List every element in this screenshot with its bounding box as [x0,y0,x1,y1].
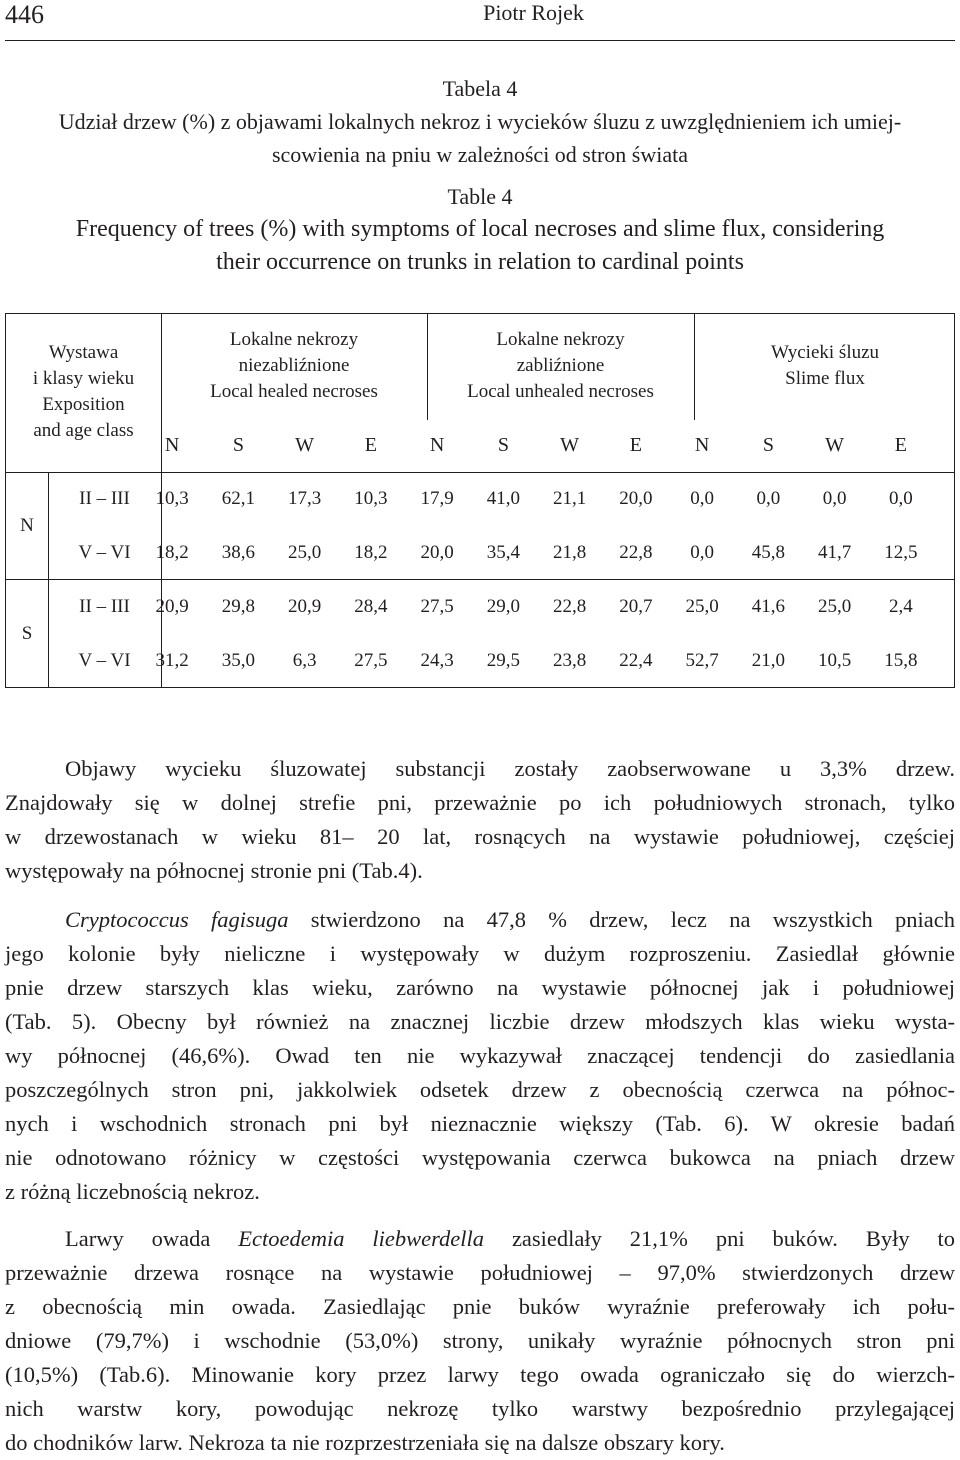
table-cell: 18,2 [354,542,388,563]
direction-header: E [894,434,907,456]
table-cell: 41,0 [486,488,520,509]
table-cell: 0,0 [690,542,714,563]
age-class-label: II – III [79,596,130,617]
direction-header: S [762,434,774,456]
age-class-label: V – VI [78,650,131,671]
direction-header: N [694,434,710,456]
table-cell: 20,9 [288,596,322,617]
direction-header: N [429,434,445,456]
header-rule [5,40,955,41]
table-cell: 27,5 [420,596,454,617]
text-line: nich warstw kory, powodując nekrozę tylko warstwy bezpośrednio przylegającej [5,1396,955,1421]
table-cell: 35,0 [221,650,255,671]
table-cell: 41,7 [818,542,852,563]
table-cell: 0,0 [756,488,781,509]
text-line: z różną liczebnością nekroz. [5,1179,260,1204]
text-line [5,1222,955,1256]
table-cell: 6,3 [292,650,317,671]
table-cell: 28,4 [354,596,388,617]
header-line: Local healed necroses [210,381,378,402]
direction-header: E [629,434,642,456]
table-cell: 38,6 [221,542,255,563]
text-line: jego kolonie były nieliczne i występowały w dużym rozproszeniu. Zasiedlał głównie [5,941,955,966]
text-line: wy północnej (46,6%). Owad ten nie wykazywał znaczącej tendencji do zasiedlania [5,1043,955,1068]
header-line: zabliźnione [516,355,605,376]
table-cell: 31,2 [155,650,189,671]
table-cell: 29,5 [486,650,520,671]
table-cell: 0,0 [889,488,913,509]
direction-header: S [497,434,509,456]
text-line: do chodników larw. Nekroza ta nie rozprzestrzeniała się na dalsze obszary kory. [5,1430,725,1455]
caption-label-en: Table 4 [447,184,513,209]
direction-header: E [364,434,377,456]
caption-line-pl-1: Udział drzew (%) z objawami lokalnych nekroz i wycieków śluzu z uwzględnieniem ich umiej- [58,109,902,134]
direction-header: S [232,434,244,456]
table-cell: 29,8 [221,596,255,617]
page-number: 446 [5,0,44,29]
text-line: w drzewostanach w wieku 81– 20 lat, rosnących na wystawie południowej, częściej [5,824,955,849]
table-cell: 22,8 [553,596,587,617]
direction-header: W [295,434,315,456]
group-header-healed [161,327,427,405]
table-cell: 23,8 [553,650,587,671]
direction-header: W [825,434,845,456]
text-line: Objawy wycieku śluzowatej substancji zostały zaobserwowane u 3,3% drzew. [65,756,955,781]
table-cell: 10,3 [354,488,388,509]
data-table [5,313,955,688]
header-line: i klasy wieku [32,368,135,389]
table-cell: 0,0 [690,488,714,509]
table-cell: 10,5 [818,650,852,671]
table-cell: 25,0 [685,596,719,617]
table-cell: 17,3 [288,488,322,509]
table-cell: 12,5 [884,542,918,563]
table-hline [6,579,954,580]
table-hline [6,472,954,473]
header-line: and age class [33,420,134,441]
running-header [0,0,960,44]
text-line: Znajdowały się w dolnej strefie pni, przeważnie po ich południowych stronach, tylko [5,790,955,815]
table-caption-polish [0,72,960,171]
table-cell: 25,0 [818,596,852,617]
text-line: dniowe (79,7%) i wschodnie (53,0%) strony, unikały wyraźnie północnych stron pni [5,1328,955,1353]
direction-header: N [164,434,180,456]
paragraph-1 [5,752,955,888]
direction-header: W [560,434,580,456]
table-cell: 20,0 [619,488,653,509]
text-line: (Tab. 5). Obecny był również na znacznej liczbie drzew młodszych klas wieku wysta- [5,1009,955,1034]
group-header-unhealed [427,327,694,405]
table-cell: 18,2 [155,542,189,563]
group-header-slime-flux [694,340,956,392]
text-line: występowały na północnej stronie pni (Tab.4). [5,858,423,883]
caption-line-en-1: Frequency of trees (%) with symptoms of local necroses and slime flux, considering [75,216,885,242]
text-line: nie odnotowano różnicy w częstości występowania czerwca bukowca na pniach drzew [5,1145,955,1170]
table-cell: 45,8 [751,542,785,563]
paragraph-3 [5,1222,955,1460]
exposition-label: N [20,515,34,536]
header-line: Lokalne nekrozy [496,329,625,350]
table-caption-english [0,180,960,279]
exposition-label: S [21,623,33,644]
table-cell: 21,8 [553,542,587,563]
text-line: (10,5%) (Tab.6). Minowanie kory przez larwy tego owada ograniczało się do wierzch- [5,1362,955,1387]
table-cell: 21,1 [553,488,587,509]
table-cell: 27,5 [354,650,388,671]
table-cell: 20,7 [619,596,653,617]
text-line: nych i wschodnich stronach pni był nieznacznie większy (Tab. 6). W okresie badań [5,1111,955,1136]
text-segment: zasiedlały 21,1% pni buków. Były to [484,1226,955,1251]
header-line: Local unhealed necroses [467,381,654,402]
first-column-header [6,340,161,444]
age-class-label: II – III [79,488,130,509]
text-line: poszczególnych stron pni, jakkolwiek odsetek drzew z obecnością czerwca na północ- [5,1077,955,1102]
caption-label-pl: Tabela 4 [442,76,518,101]
text-line [5,903,955,937]
text-line: z obecnością min owada. Zasiedlając pnie buków wyraźnie preferowały ich połu- [5,1294,955,1319]
text-segment: stwierdzono na 47,8 % drzew, lecz na wszystkich pniach [288,907,955,932]
table-cell: 35,4 [486,542,520,563]
table-cell: 20,0 [420,542,454,563]
table-cell: 41,6 [751,596,785,617]
table-cell: 0,0 [822,488,847,509]
table-cell: 10,3 [155,488,189,509]
table-cell: 29,0 [486,596,520,617]
caption-line-pl-2: scowienia na pniu w zależności od stron świata [271,142,689,167]
table-cell: 20,9 [155,596,189,617]
text-line: przeważnie drzewa rosnące na wystawie południowej – 97,0% stwierdzonych drzew [5,1260,955,1285]
table-cell: 15,8 [884,650,918,671]
species-name: Cryptococcus fagisuga [65,907,289,932]
header-line: niezabliźnione [238,355,350,376]
table-cell: 52,7 [685,650,719,671]
table-cell: 22,4 [619,650,653,671]
text-line: pnie drzew starszych klas wieku, zarówno na wystawie północnej jak i południowej [5,975,955,1000]
table-cell: 62,1 [221,488,255,509]
header-line: Slime flux [785,368,865,389]
table-cell: 22,8 [619,542,653,563]
table-cell: 17,9 [420,488,454,509]
table-cell: 25,0 [288,542,322,563]
table-cell: 24,3 [420,650,454,671]
text-segment: Larwy owada [65,1226,239,1251]
header-line: Lokalne nekrozy [229,329,359,350]
table-cell: 2,4 [889,596,913,617]
header-line: Wystawa [48,342,119,363]
header-line: Wycieki śluzu [770,342,880,363]
paragraph-2 [5,903,955,1209]
caption-line-en-2: their occurrence on trunks in relation to cardinal points [216,249,744,275]
age-class-label: V – VI [78,542,131,563]
species-name: Ectoedemia liebwerdella [238,1226,485,1251]
header-line: Exposition [42,394,125,415]
running-author: Piotr Rojek [483,0,584,25]
table-cell: 21,0 [751,650,785,671]
